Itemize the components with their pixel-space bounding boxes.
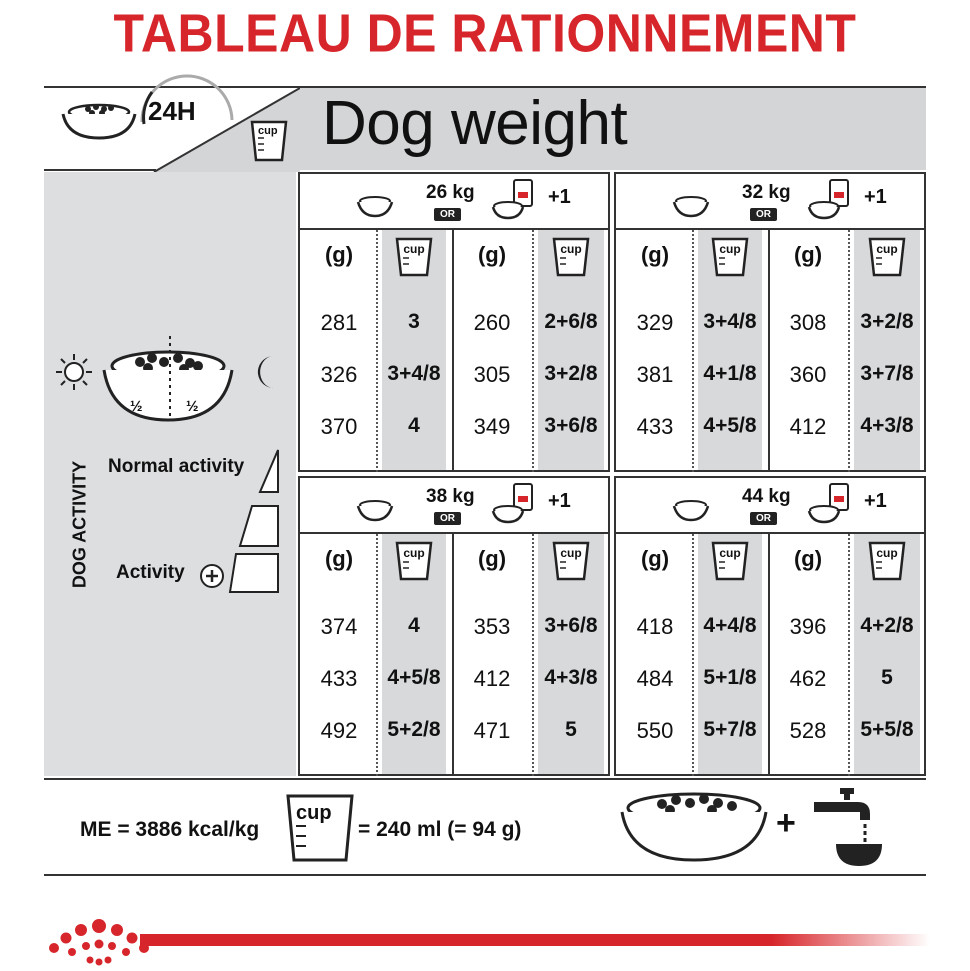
plus-circle-icon	[198, 562, 226, 590]
cup-header-label: cup	[560, 242, 582, 256]
cup-value: 4+1/8	[703, 362, 757, 385]
dotted-divider	[848, 534, 850, 776]
cup-header-label: cup	[719, 242, 741, 256]
dotted-divider	[532, 230, 534, 472]
grams-value: 374	[320, 614, 358, 639]
dotted-divider	[376, 230, 378, 472]
grams-header: (g)	[793, 242, 823, 267]
column-divider	[768, 534, 770, 776]
grams-value: 471	[473, 718, 511, 743]
grams-value: 433	[636, 414, 674, 439]
header-cup-label: cup	[258, 125, 278, 137]
dotted-divider	[848, 230, 850, 472]
grams-value: 412	[789, 414, 827, 439]
pouch-count-label: +1	[864, 490, 887, 512]
cup-value: 4+5/8	[703, 414, 757, 437]
moon-icon	[252, 352, 282, 392]
grams-column	[616, 230, 694, 470]
weight-block	[298, 476, 610, 776]
grams-value: 353	[473, 614, 511, 639]
grams-value: 305	[473, 362, 511, 387]
grams-header: (g)	[793, 546, 823, 571]
cup-column	[854, 534, 920, 774]
cup-value: 4+4/8	[703, 614, 757, 637]
grams-value: 433	[320, 666, 358, 691]
wet-food-pouch-icon	[806, 482, 856, 524]
cup-column	[538, 230, 604, 470]
cup-value: 4+3/8	[544, 666, 598, 689]
split-bowl-icon	[98, 336, 238, 426]
grams-value: 370	[320, 414, 358, 439]
column-divider	[452, 230, 454, 472]
small-bowl-icon	[670, 194, 712, 218]
grams-header: (g)	[640, 242, 670, 267]
grams-column	[300, 534, 378, 774]
pouch-count-label: +1	[548, 490, 571, 512]
grams-column	[452, 230, 532, 470]
cup-column	[698, 230, 762, 470]
pouch-count-label: +1	[864, 186, 887, 208]
small-bowl-icon	[670, 498, 712, 522]
cup-value: 3+7/8	[860, 362, 914, 385]
grams-column	[300, 230, 378, 470]
half-right-label: ½	[186, 398, 199, 415]
dotted-divider	[692, 534, 694, 776]
grams-header: (g)	[477, 546, 507, 571]
cup-equivalence: = 240 ml (= 94 g)	[358, 818, 522, 841]
grams-value: 484	[636, 666, 674, 691]
cup-value: 3	[408, 310, 420, 333]
normal-activity-label: Normal activity	[108, 456, 245, 477]
cup-value: 3+4/8	[703, 310, 757, 333]
weight-block	[614, 172, 926, 472]
grams-value: 381	[636, 362, 674, 387]
grams-column	[768, 534, 848, 774]
cup-value: 5+2/8	[387, 718, 441, 741]
wet-food-pouch-icon	[806, 178, 856, 220]
page-title: TABLEAU DE RATIONNEMENT	[113, 2, 857, 64]
cup-column	[382, 230, 446, 470]
cup-header-label: cup	[403, 546, 425, 560]
grams-column	[768, 230, 848, 470]
wet-food-pouch-icon	[490, 178, 540, 220]
grams-value: 281	[320, 310, 358, 335]
cup-value: 4+3/8	[860, 414, 914, 437]
cup-value: 4	[408, 414, 420, 437]
weight-block-header	[300, 174, 608, 230]
small-bowl-icon	[354, 498, 396, 522]
or-badge: OR	[750, 512, 777, 525]
grams-value: 260	[473, 310, 511, 335]
grams-header: (g)	[640, 546, 670, 571]
cup-value: 4	[408, 614, 420, 637]
grams-header: (g)	[477, 242, 507, 267]
grams-value: 528	[789, 718, 827, 743]
grams-value: 412	[473, 666, 511, 691]
dog-weight-heading: Dog weight	[322, 89, 628, 158]
cup-value: 5+5/8	[860, 718, 914, 741]
cup-column	[854, 230, 920, 470]
dog-activity-label: DOG ACTIVITY	[69, 460, 90, 589]
duration-label: 24H	[148, 96, 196, 126]
or-badge: OR	[434, 512, 461, 525]
grams-header: (g)	[324, 242, 354, 267]
dotted-divider	[376, 534, 378, 776]
cup-value: 4+5/8	[387, 666, 441, 689]
or-badge: OR	[750, 208, 777, 221]
grams-value: 492	[320, 718, 358, 743]
cup-header-label: cup	[876, 242, 898, 256]
food-bowl-icon	[58, 100, 140, 144]
grams-value: 396	[789, 614, 827, 639]
footer-bottom-divider	[44, 874, 926, 876]
brand-red-stripe	[140, 934, 930, 946]
dog-activity-label-wrap	[64, 450, 94, 610]
grams-value: 462	[789, 666, 827, 691]
cup-value: 5	[881, 666, 893, 689]
weight-label: 32 kg	[742, 182, 791, 203]
weight-block	[298, 172, 610, 472]
cup-value: 3+2/8	[860, 310, 914, 333]
cup-value: 3+6/8	[544, 414, 598, 437]
cup-column	[382, 534, 446, 774]
cup-header-label: cup	[403, 242, 425, 256]
grams-value: 418	[636, 614, 674, 639]
column-divider	[768, 230, 770, 472]
cup-value: 3+6/8	[544, 614, 598, 637]
cup-header-label: cup	[719, 546, 741, 560]
half-left-label: ½	[130, 398, 143, 415]
weight-block-header	[616, 174, 924, 230]
weight-label: 38 kg	[426, 486, 475, 507]
dotted-divider	[532, 534, 534, 776]
grams-column	[452, 534, 532, 774]
dotted-divider	[692, 230, 694, 472]
cup-value: 4+2/8	[860, 614, 914, 637]
grams-value: 360	[789, 362, 827, 387]
activity-plus-label: Activity	[116, 562, 185, 583]
cup-column	[698, 534, 762, 774]
cup-header-label: cup	[876, 546, 898, 560]
column-divider	[452, 534, 454, 776]
weight-label: 26 kg	[426, 182, 475, 203]
grams-column	[616, 534, 694, 774]
grams-value: 329	[636, 310, 674, 335]
cup-header-label: cup	[560, 546, 582, 560]
energy-label: ME = 3886 kcal/kg	[80, 818, 260, 841]
cup-value: 5+7/8	[703, 718, 757, 741]
cup-value: 5+1/8	[703, 666, 757, 689]
grams-value: 349	[473, 414, 511, 439]
cup-value: 2+6/8	[544, 310, 598, 333]
wet-food-pouch-icon	[490, 482, 540, 524]
brand-crown-logo	[44, 912, 154, 970]
weight-block	[614, 476, 926, 776]
cup-value: 3+4/8	[387, 362, 441, 385]
footer-cup-label: cup	[296, 802, 332, 824]
grams-value: 326	[320, 362, 358, 387]
grams-value: 550	[636, 718, 674, 743]
footer-top-divider	[44, 778, 926, 780]
grams-header: (g)	[324, 546, 354, 571]
weight-label: 44 kg	[742, 486, 791, 507]
cup-value: 3+2/8	[544, 362, 598, 385]
grams-value: 308	[789, 310, 827, 335]
footer-food-bowl-icon	[616, 788, 772, 864]
plus-sign: +	[776, 804, 796, 842]
cup-value: 5	[565, 718, 577, 741]
small-bowl-icon	[354, 194, 396, 218]
sun-icon	[54, 352, 94, 392]
weight-block-header	[300, 478, 608, 534]
or-badge: OR	[434, 208, 461, 221]
weight-block-header	[616, 478, 924, 534]
cup-column	[538, 534, 604, 774]
pouch-count-label: +1	[548, 186, 571, 208]
water-tap-icon	[810, 784, 886, 868]
